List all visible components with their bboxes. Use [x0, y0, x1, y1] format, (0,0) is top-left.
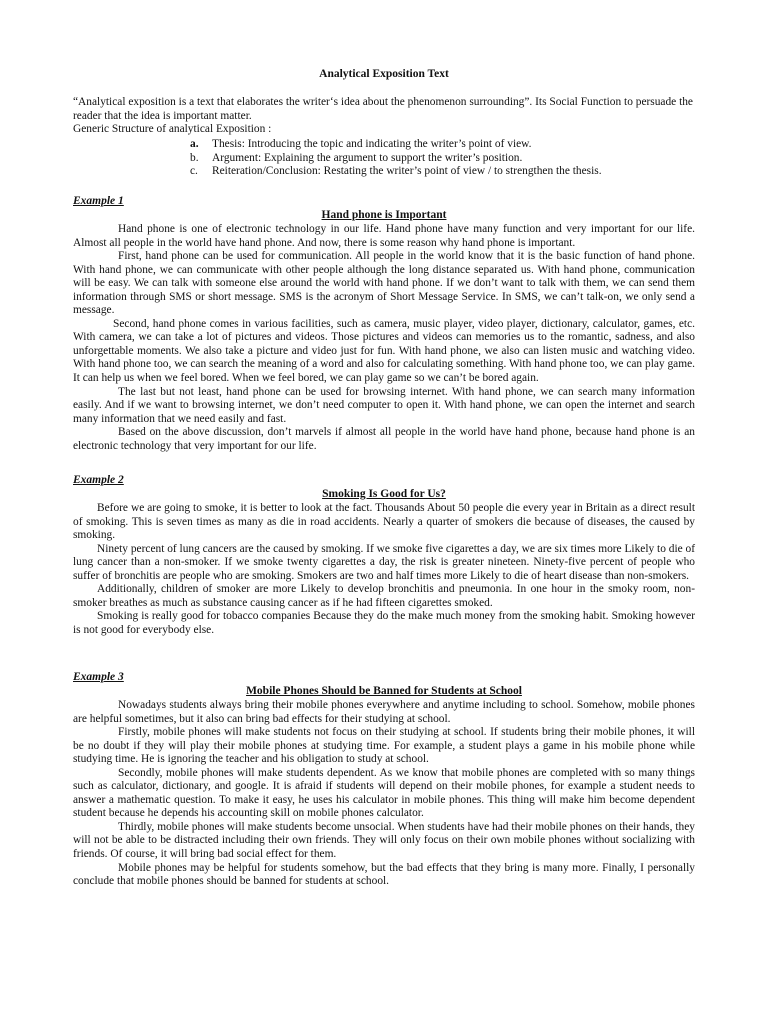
structure-marker: a. [190, 138, 199, 150]
example-1-title: Hand phone is Important [321, 209, 447, 221]
paragraph: Smoking is really good for tobacco companies Because they do the make much money from the smoking habit. Smoking however is not good for everybody else. [73, 610, 695, 636]
example-2-label: Example 2 [73, 474, 124, 486]
example-2-body [73, 502, 695, 637]
example-3-label: Example 3 [73, 671, 124, 683]
paragraph: Thirdly, mobile phones will make students become unsocial. When students have had their mobile phones on their hands, they will not be able to be distracted including their own friends. They will only focus on their own mobile phones without socializing with friends. Of course, it will bring bad social effect for them. [73, 820, 695, 861]
structure-text: Argument: Explaining the argument to support the writer’s position. [212, 151, 523, 164]
example-3-body [73, 699, 695, 889]
intro-definition: “Analytical exposition is a text that elaborates the writer‘s idea about the phenomenon surrounding”. Its Social Function to persuade the reader that the idea is important matter. [73, 96, 693, 122]
paragraph: Secondly, mobile phones will make students dependent. As we know that mobile phones are completed with so many things such as calculator, dictionary, and google. It is afraid if students will depend on their mobile phones, for example a student needs to answer a mathematic question. To make it easy, he uses his calculator in mobile phones. This thing will make him become dependent student because he depends his accounting skill on mobile phones calculator. [73, 766, 695, 820]
paragraph: Hand phone is one of electronic technology in our life. Hand phone have many function and very important for our life. Almost all people in the world have hand phone. And now, there is some reason why hand phone is important. [73, 223, 695, 249]
paragraph: Before we are going to smoke, it is better to look at the fact. Thousands About 50 people die every year in Britain as a direct result of smoking. This is seven times as many as die in road accidents. Nearly a quarter of smokers die because of diseases, the caused by smoking. [73, 502, 695, 542]
intro-section [73, 96, 695, 137]
document-title: Analytical Exposition Text [319, 68, 449, 80]
paragraph: Additionally, children of smoker are more Likely to develop bronchitis and pneumonia. In one hour in the smoky room, non-smoker breathes as much as substance causing cancer as if he had fifteen cigarettes smoked. [73, 583, 695, 609]
example-3-title: Mobile Phones Should be Banned for Students at School [246, 685, 522, 697]
paragraph: Firstly, mobile phones will make students not focus on their studying at school. If students bring their mobile phones, it will be no doubt if they will play their mobile phones at studying time. For example, a student plays a game in his mobile phone while studying time. He is ignoring the teacher and his obligation to study at school. [73, 726, 695, 766]
paragraph: Nowadays students always bring their mobile phones everywhere and anytime including to school. Somehow, mobile phones are helpful sometimes, but it also can bring bad effects for their studying at school. [73, 699, 695, 725]
structure-text: Reiteration/Conclusion: Restating the writer’s point of view / to strengthen the thesis. [212, 165, 602, 178]
paragraph: Mobile phones may be helpful for students somehow, but the bad effects that they bring is many more. Finally, I personally conclude that mobile phones should be banned for students at school. [73, 861, 695, 888]
example-2-title: Smoking Is Good for Us? [322, 488, 446, 500]
paragraph: Second, hand phone comes in various facilities, such as camera, music player, video player, dictionary, calculator, games, etc. With camera, we can take a lot of pictures and videos. Those pictures and videos can memories us to the romantic, sadness, and also unforgettable moments. We also take a picture and video just for fun. With hand phone, we also can listen music and watching video. With hand phone too, we can search the meaning of a word and also for calculating something. With hand phone too, we can play game. It can help us when we feel bored. When we feel bored, we can play game so we can’t be bored again. [73, 317, 695, 385]
example-1-body [73, 223, 695, 453]
paragraph: The last but not least, hand phone can be used for browsing internet. With hand phone, we can search many information easily. And if we want to browsing internet, we don’t need computer to open it. With hand phone, we can open the internet and search many information that we need easily and fast. [73, 385, 695, 425]
structure-list [190, 138, 602, 179]
structure-marker: c. [190, 165, 198, 178]
structure-item [190, 138, 602, 152]
paragraph: Based on the above discussion, don’t marvels if almost all people in the world have hand phone, because hand phone is an electronic technology that very important for our life. [73, 426, 695, 452]
structure-text: Thesis: Introducing the topic and indicating the writer’s point of view. [212, 138, 532, 150]
structure-marker: b. [190, 151, 199, 164]
structure-heading: Generic Structure of analytical Exposition : [73, 123, 272, 136]
example-1-label: Example 1 [73, 195, 124, 207]
structure-item [190, 165, 602, 179]
paragraph: Ninety percent of lung cancers are the caused by smoking. If we smoke five cigarettes a day, we are six times more Likely to die of lung cancer than a non-smoker. If we smoke twenty cigarettes a day, the risk is greater nineteen. Ninety-five percent of people who suffer of bronchitis are people who are smoking. Smokers are two and half times more Likely to die of heart disease than non-smokers. [73, 542, 696, 582]
structure-item [190, 152, 602, 166]
paragraph: First, hand phone can be used for communication. All people in the world know that it is the basic function of hand phone. With hand phone, we can communicate with other people although the long distance separated us. With hand phone, communication will be easy. We can talk with someone else around the world with hand phone. If we don’t want to talk with them, we can send them information through SMS or short message. SMS is the acronym of Short Message Service. In SMS, we can’t talk-on, we only send a message. [73, 250, 695, 317]
